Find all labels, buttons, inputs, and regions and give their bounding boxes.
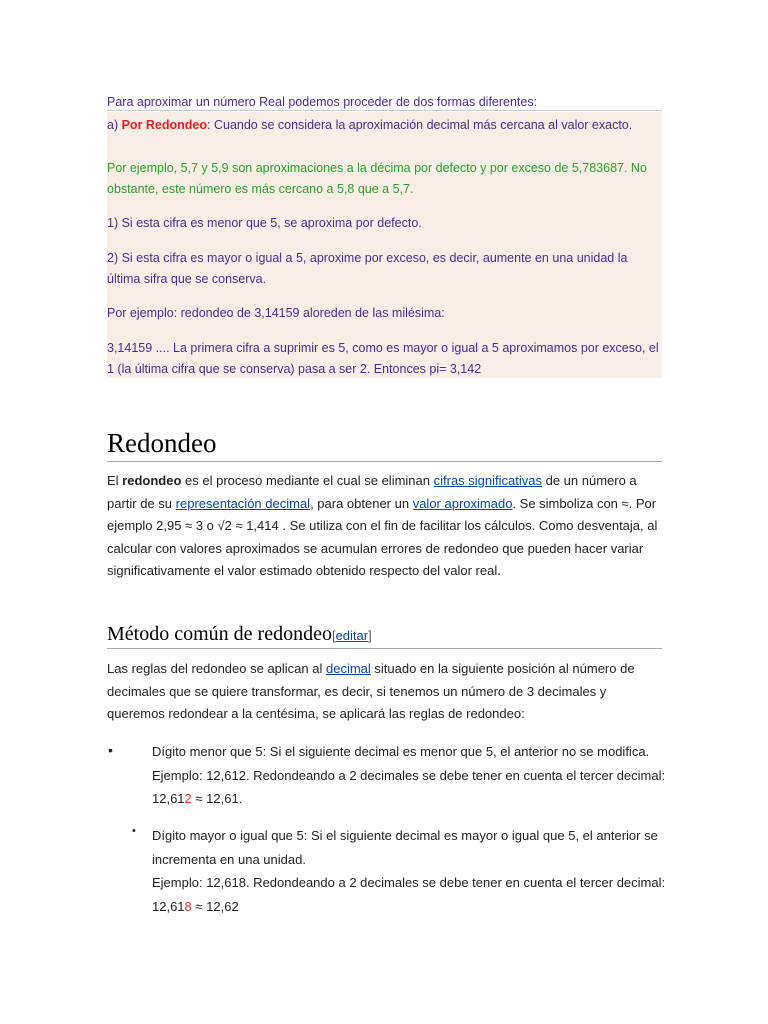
- article-title: Redondeo: [107, 428, 217, 458]
- section-divider: [107, 648, 662, 649]
- rounding-definition: [107, 115, 662, 136]
- text: . Se simboliza con ≈. Por ejemplo 2,95 ≈ 3 o √2 ≈ 1,414 . Se utiliza con el fin de facilitar los cálculos. Como desventaja, al calcular con valores aproximados se acumulan errores de redondeo que pueden hacer variar significativamente el valor estimado obtenido respecto del valor real.: [107, 495, 658, 578]
- rules-paragraph: [107, 658, 662, 726]
- list-item: [152, 824, 672, 918]
- highlight-digit: 2: [184, 791, 192, 806]
- divider: [107, 110, 662, 111]
- list-item-rule: Dígito mayor o igual que 5: Si el siguiente decimal es mayor o igual que 5, el anterior se incrementa en una unidad.: [152, 828, 658, 867]
- item-prefix: a): [107, 118, 122, 132]
- bracket-open: [: [331, 628, 336, 643]
- text: de un número a partir de su: [107, 473, 637, 511]
- link-valor-aproximado[interactable]: valor aproximado: [412, 495, 513, 511]
- definition-text: : Cuando se considera la aproximación decimal más cercana al valor exacto.: [207, 118, 633, 132]
- text: El: [107, 473, 123, 488]
- bullet-marker: •: [108, 742, 113, 758]
- text: Ejemplo: 12,618. Redondeando a 2 decimales se debe tener en cuenta el tercer decimal: 12,61: [152, 875, 666, 914]
- article-intro-paragraph: [107, 470, 662, 583]
- rounding-term: Por Redondeo: [121, 118, 208, 132]
- section-title: Método común de redondeo: [107, 623, 332, 645]
- bullet-marker: •: [132, 825, 136, 837]
- rule-two: 2) Si esta cifra es mayor o igual a 5, aproxime por exceso, es decir, aumente en una unidad la última sifra que se conserva.: [107, 251, 628, 286]
- list-item-rule: Dígito menor que 5: Si el siguiente decimal es menor que 5, el anterior no se modifica.: [152, 744, 650, 759]
- text: situado en la siguiente posición al número de decimales que se quiere transformar, es decir, si tenemos un número de 3 decimales y queremos redondear a la centésima, se aplicará las reglas de redondeo:: [107, 661, 635, 721]
- example-pi-explanation: 3,14159 .... La primera cifra a suprimir es 5, como es mayor o igual a 5 aproximamos por exceso, el 1 (la última cifra que se conserva) pasa a ser 2. Entonces pi= 3,142: [107, 341, 659, 376]
- list-item: [152, 740, 672, 811]
- text: es el proceso mediante el cual se eliminan: [181, 473, 434, 488]
- text: Las reglas del redondeo se aplican al: [107, 661, 326, 676]
- text: ≈ 12,61.: [191, 791, 243, 806]
- example-green-text: Por ejemplo, 5,7 y 5,9 son aproximaciones a la décima por defecto y por exceso de 5,783687. No obstante, este número es más cercano a 5,8 que a 5,7.: [107, 161, 647, 196]
- text: , para obtener un: [310, 495, 413, 511]
- link-decimal[interactable]: decimal: [325, 661, 371, 676]
- example-pi-intro: Por ejemplo: redondeo de 3,14159 aloreden de las milésima:: [107, 306, 445, 320]
- title-divider: [107, 461, 662, 462]
- link-representacion-decimal[interactable]: representación decimal: [175, 495, 311, 511]
- section-heading: [107, 620, 662, 650]
- intro-heading: Para aproximar un número Real podemos proceder de dos formas diferentes:: [107, 95, 538, 109]
- text: Ejemplo: 12,612. Redondeando a 2 decimales se debe tener en cuenta el tercer decimal: 12,61: [152, 767, 666, 806]
- link-cifras-significativas[interactable]: cifras significativas: [433, 473, 542, 488]
- text: ≈ 12,62: [191, 898, 239, 914]
- rule-one: 1) Si esta cifra es menor que 5, se aproxima por defecto.: [107, 216, 422, 230]
- bold-term: redondeo: [122, 473, 182, 488]
- list-item-example: [152, 764, 672, 811]
- list-item-example: [152, 871, 672, 918]
- edit-link[interactable]: editar: [335, 628, 369, 643]
- highlight-digit: 8: [184, 898, 192, 914]
- bracket-close: ]: [368, 628, 372, 643]
- edit-section: [332, 628, 372, 643]
